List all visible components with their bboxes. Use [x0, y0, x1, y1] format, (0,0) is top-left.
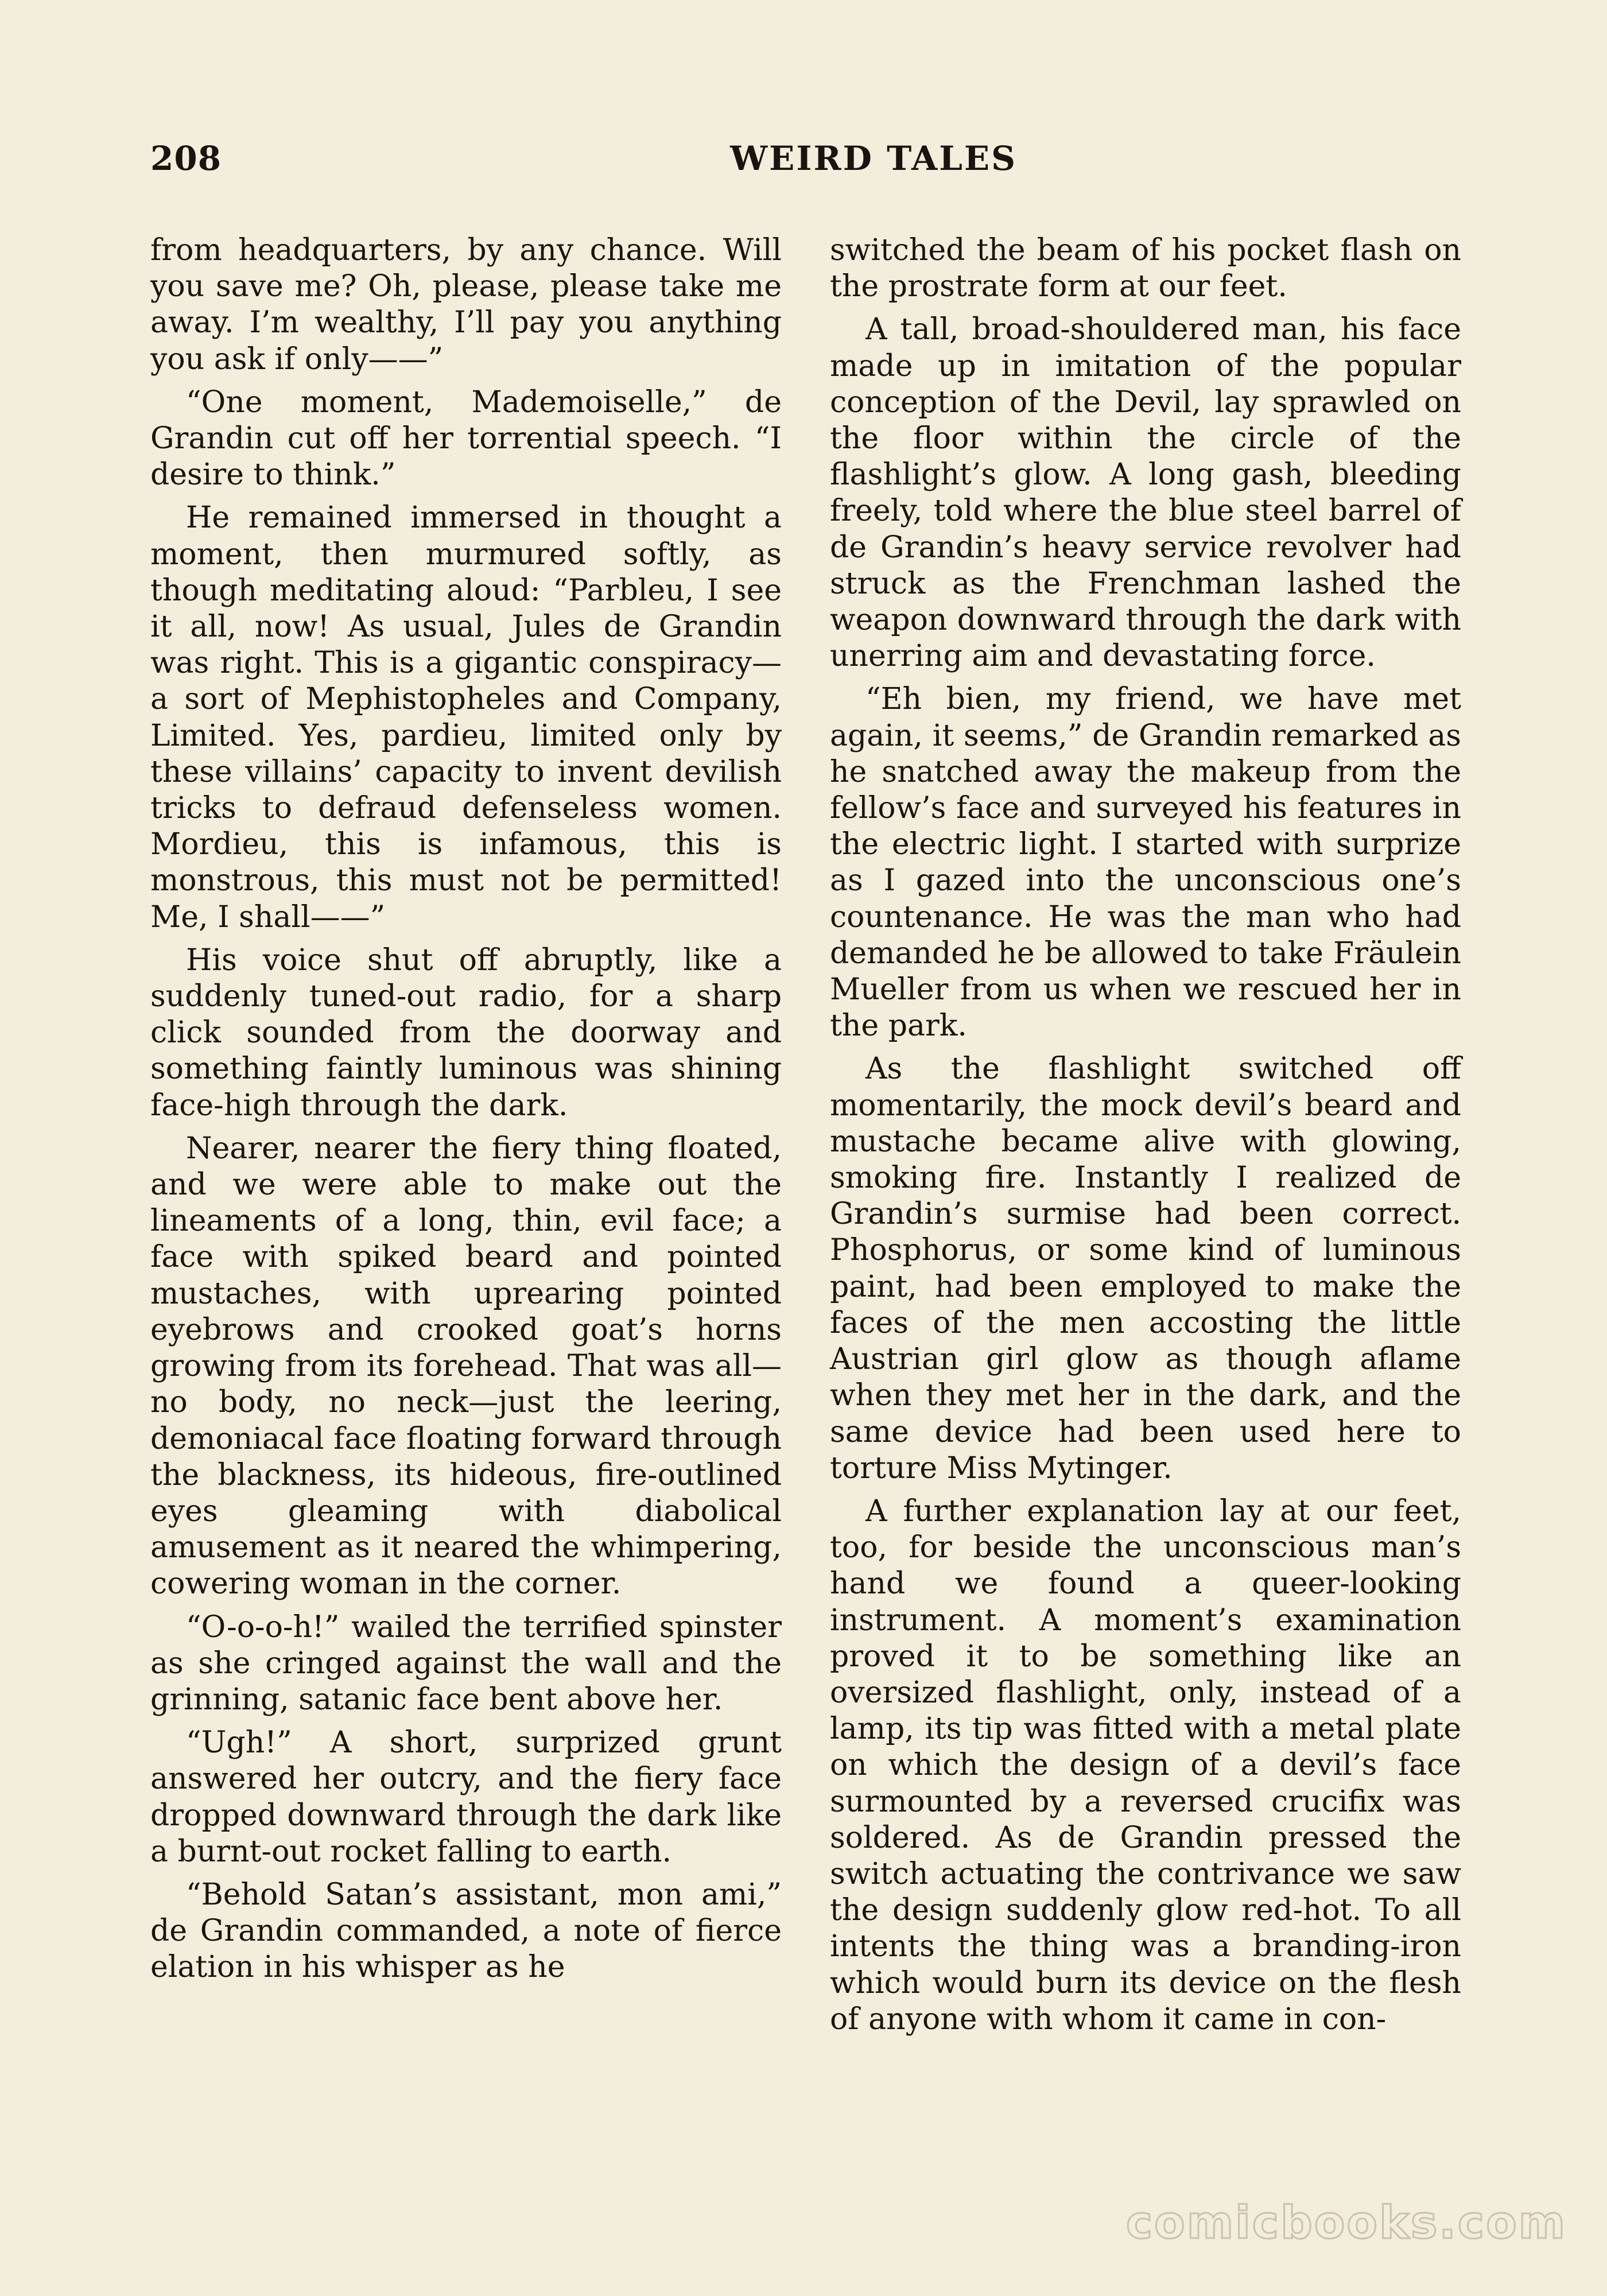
running-title: WEIRD TALES — [729, 139, 1018, 178]
paragraph: switched the beam of his pocket flash on the prostrate form at our feet. — [830, 233, 1461, 304]
paragraph: “Ugh!” A short, surprized grunt answered her outcry, and the fiery face dropped downward through the dark like a burnt-out rocket falling to earth. — [150, 1725, 782, 1869]
paragraph: As the flashlight switched off momentarily, the mock devil’s beard and mustache became alive with glowing, smoking fire. Instantly I realized de Grandin’s surmise had been correct. Phosphorus, or some kind of luminous paint, had been employed to make the faces of the men accosting the little Austrian girl glow as though aflame when they met her in the dark, and the same device had been used here to torture Miss Mytinger. — [830, 1052, 1461, 1486]
paragraph: “One moment, Mademoiselle,” de Grandin cut off her torrential speech. “I desire to think.” — [150, 385, 782, 492]
paragraph: from headquarters, by any chance. Will you save me? Oh, please, please take me away. I’m wealthy, I’ll pay you anything you ask if only——” — [150, 233, 782, 377]
page-number: 208 — [150, 139, 222, 178]
paragraph: He remained immersed in thought a moment, then murmured softly, as though meditating aloud: “Parbleu, I see it all, now! As usual, Jules de Grandin was right. This is a gigantic conspiracy—a sort of Mephistopheles and Company, Limited. Yes, pardieu, limited only by these villains’ capacity to invent devilish tricks to defraud defenseless women. Mordieu, this is infamous, this is monstrous, this must not be permitted! Me, I shall——” — [150, 501, 782, 934]
left-column — [150, 232, 782, 1993]
right-column — [830, 232, 1461, 2045]
paragraph: Nearer, nearer the fiery thing floated, and we were able to make out the lineaments of a long, thin, evil face; a face with spiked beard and pointed mustaches, with uprearing pointed eyebrows and crooked goat’s horns growing from its forehead. That was all—no body, no neck—just the leering, demoniacal face floating forward through the blackness, its hideous, fire-outlined eyes gleaming with diabolical amusement as it neared the whimpering, cowering woman in the corner. — [150, 1131, 782, 1601]
paragraph: His voice shut off abruptly, like a suddenly tuned-out radio, for a sharp click sounded from the doorway and something faintly luminous was shining face-high through the dark. — [150, 943, 782, 1123]
paragraph: A further explanation lay at our feet, too, for beside the unconscious man’s hand we found a queer-looking instrument. A moment’s examination proved it to be something like an oversized flashlight, only, instead of a lamp, its tip was fitted with a metal plate on which the design of a devil’s face surmounted by a reversed crucifix was soldered. As de Grandin pressed the switch actuating the contrivance we saw the design suddenly glow red-hot. To all intents the thing was a branding-iron which would burn its device on the flesh of anyone with whom it came in con- — [830, 1494, 1461, 2037]
paragraph: A tall, broad-shouldered man, his face made up in imitation of the popular conception of the Devil, lay sprawled on the floor within the circle of the flashlight’s glow. A long gash, bleeding freely, told where the blue steel barrel of de Grandin’s heavy service revolver had struck as the Frenchman lashed the weapon downward through the dark with unerring aim and devastating force. — [830, 312, 1461, 674]
watermark: comicbooks.com — [1125, 2197, 1567, 2249]
paragraph: “Eh bien, my friend, we have met again, it seems,” de Grandin remarked as he snatched away the makeup from the fellow’s face and surveyed his features in the electric light. I started with surprize as I gazed into the unconscious one’s countenance. He was the man who had demanded he be allowed to take Fräulein Mueller from us when we rescued her in the park. — [830, 682, 1461, 1044]
page-header — [150, 139, 1528, 196]
paragraph: “O-o-o-h!” wailed the terrified spinster as she cringed against the wall and the grinning, satanic face bent above her. — [150, 1609, 782, 1717]
paragraph: “Behold Satan’s assistant, mon ami,” de Grandin commanded, a note of fierce elation in his whisper as he — [150, 1877, 782, 1985]
